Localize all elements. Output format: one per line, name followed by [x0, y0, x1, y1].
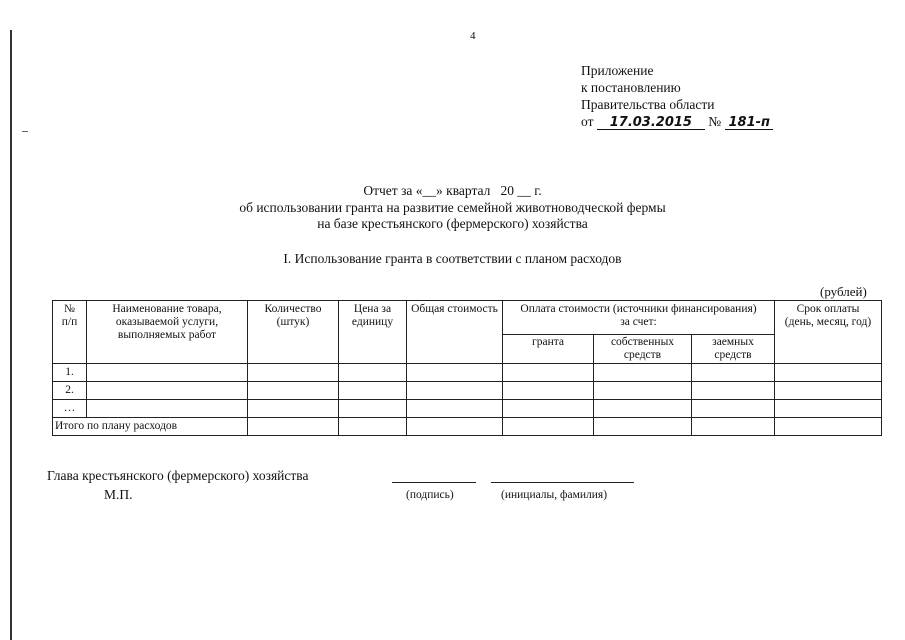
row-number: 2. [53, 382, 87, 400]
report-title-block [0, 183, 905, 233]
handwritten-number: 181-п [725, 116, 773, 130]
margin-tick-mark [22, 131, 28, 132]
appendix-block [581, 62, 773, 130]
name-line [491, 482, 634, 483]
header-grant: гранта [503, 335, 594, 364]
number-label: № [708, 114, 722, 129]
header-item-name: Наименование товара, оказываемой услуги, выполняемых работ [87, 301, 248, 364]
signature-line [392, 482, 476, 483]
table-row [53, 364, 882, 382]
units-label: (рублей) [820, 284, 867, 299]
header-quantity: Количество (штук) [248, 301, 339, 364]
signature-caption: (подпись) [406, 489, 454, 501]
row-number: 1. [53, 364, 87, 382]
head-of-farm-label: Глава крестьянского (фермерского) хозяйства [47, 468, 309, 483]
table-row [53, 382, 882, 400]
page-number: 4 [470, 30, 476, 42]
appendix-line-2: к постановлению [581, 80, 681, 95]
row-number: … [53, 400, 87, 418]
header-unit-price: Цена за единицу [339, 301, 407, 364]
total-label: Итого по плану расходов [53, 418, 248, 436]
section-heading: I. Использование гранта в соответствии с планом расходов [283, 251, 622, 266]
header-payment-term: Срок оплаты (день, месяц, год) [775, 301, 882, 364]
header-borrowed-funds: заемных средств [692, 335, 775, 364]
name-caption: (инициалы, фамилия) [501, 489, 608, 501]
appendix-line-1: Приложение [581, 63, 654, 78]
header-payment-sources: Оплата стоимости (источники финансирования) за счет: [503, 301, 775, 335]
report-subtitle-2: на базе крестьянского (фермерского) хозяйства [317, 216, 588, 231]
header-number: № п/п [53, 301, 87, 364]
appendix-date-line [581, 113, 773, 130]
total-row [53, 418, 882, 436]
from-label: от [581, 114, 594, 129]
expense-plan-table [52, 300, 882, 436]
report-subtitle-1: об использовании гранта на развитие семейной животноводческой фермы [239, 199, 666, 215]
appendix-line-3: Правительства области [581, 97, 715, 112]
header-total-cost: Общая стоимость [407, 301, 503, 364]
table-row [53, 400, 882, 418]
report-title: Отчет за «__» квартал 20 __ г. [363, 183, 542, 198]
binding-margin-line [10, 30, 12, 640]
handwritten-date: 17.03.2015 [597, 116, 705, 130]
header-own-funds: собственных средств [594, 335, 692, 364]
stamp-label: М.П. [104, 487, 133, 502]
